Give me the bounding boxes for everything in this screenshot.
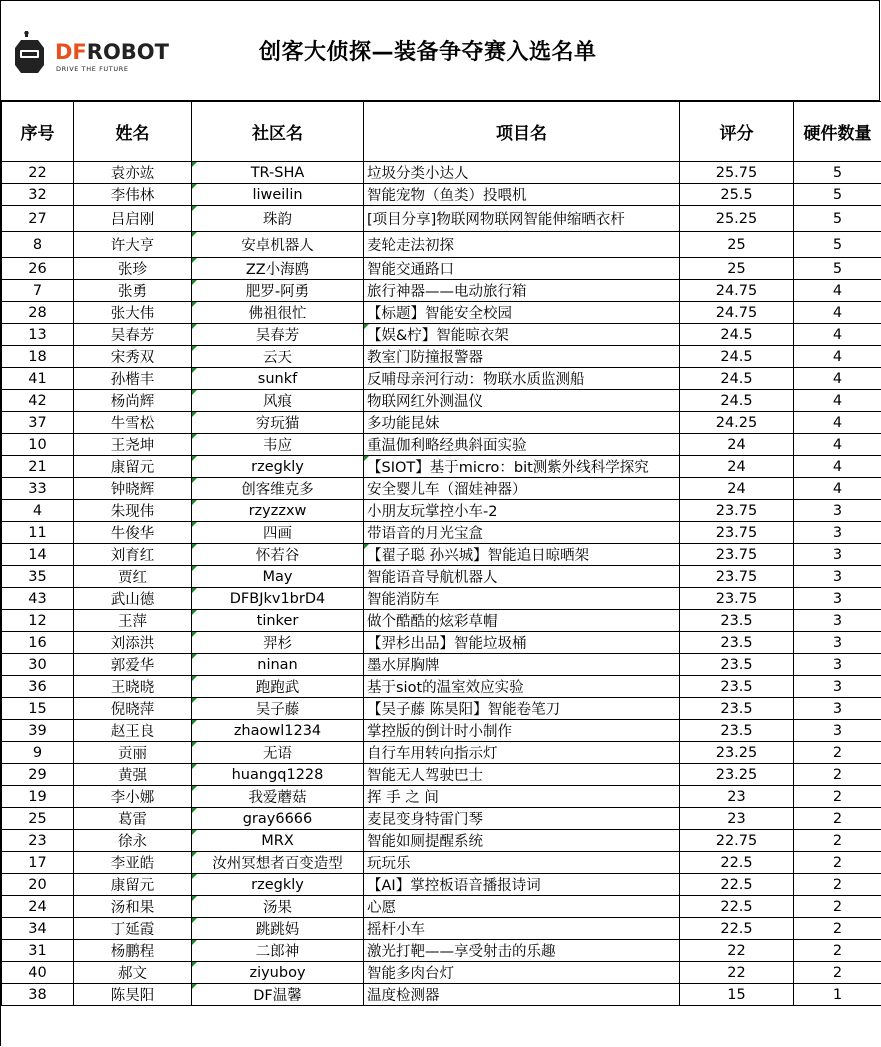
cell-index: 42 — [2, 390, 74, 412]
cell-name: 刘添洪 — [74, 632, 192, 654]
cell-community-name: May — [192, 566, 364, 588]
cell-score: 23.75 — [680, 544, 794, 566]
cell-community-name: 二郎神 — [192, 940, 364, 962]
cell-name: 宋秀双 — [74, 346, 192, 368]
table-row — [2, 478, 881, 500]
table-row — [2, 184, 881, 206]
cell-project: 基于siot的温室效应实验 — [364, 676, 680, 698]
cell-hardware-count: 4 — [794, 346, 881, 368]
cell-community-name: 怀若谷 — [192, 544, 364, 566]
table-row — [2, 632, 881, 654]
cell-index: 20 — [2, 874, 74, 896]
cell-hardware-count: 3 — [794, 566, 881, 588]
cell-index: 22 — [2, 162, 74, 184]
col-header: 序号 — [2, 102, 74, 162]
cell-project: 智能宠物（鱼类）投喂机 — [364, 184, 680, 206]
table-row — [2, 346, 881, 368]
cell-project: 挥 手 之 间 — [364, 786, 680, 808]
col-header: 评分 — [680, 102, 794, 162]
cell-hardware-count: 5 — [794, 162, 881, 184]
cell-project: 小朋友玩掌控小车-2 — [364, 500, 680, 522]
cell-project: 教室门防撞报警器 — [364, 346, 680, 368]
cell-project: 智能语音导航机器人 — [364, 566, 680, 588]
cell-hardware-count: 5 — [794, 184, 881, 206]
table-row — [2, 390, 881, 412]
cell-name: 刘育红 — [74, 544, 192, 566]
cell-name: 袁亦竑 — [74, 162, 192, 184]
cell-community-name: 吴春芳 — [192, 324, 364, 346]
cell-index: 15 — [2, 698, 74, 720]
cell-score: 23 — [680, 808, 794, 830]
cell-name: 张勇 — [74, 280, 192, 302]
cell-hardware-count: 2 — [794, 918, 881, 940]
cell-score: 24.75 — [680, 280, 794, 302]
cell-index: 39 — [2, 720, 74, 742]
cell-project: 【SIOT】基于micro：bit测紫外线科学探究 — [364, 456, 680, 478]
cell-project: 掌控版的倒计时小制作 — [364, 720, 680, 742]
cell-hardware-count: 4 — [794, 390, 881, 412]
cell-score: 23.75 — [680, 566, 794, 588]
cell-score: 23.25 — [680, 764, 794, 786]
cell-name: 杨尚辉 — [74, 390, 192, 412]
cell-index: 17 — [2, 852, 74, 874]
cell-index: 9 — [2, 742, 74, 764]
table-row — [2, 962, 881, 984]
cell-score: 23.5 — [680, 610, 794, 632]
cell-hardware-count: 4 — [794, 280, 881, 302]
cell-score: 23.5 — [680, 698, 794, 720]
cell-hardware-count: 3 — [794, 588, 881, 610]
col-header: 社区名 — [192, 102, 364, 162]
cell-hardware-count: 3 — [794, 698, 881, 720]
cell-project: 摇杆小车 — [364, 918, 680, 940]
cell-community-name: 肥罗-阿勇 — [192, 280, 364, 302]
cell-score: 22.75 — [680, 830, 794, 852]
cell-community-name: ZZ小海鸥 — [192, 258, 364, 280]
cell-name: 赵王良 — [74, 720, 192, 742]
table-row — [2, 698, 881, 720]
cell-score: 23.5 — [680, 676, 794, 698]
table-row — [2, 412, 881, 434]
cell-name: 牛俊华 — [74, 522, 192, 544]
cell-index: 32 — [2, 184, 74, 206]
cell-score: 25.25 — [680, 206, 794, 232]
cell-name: 贾红 — [74, 566, 192, 588]
cell-name: 李伟林 — [74, 184, 192, 206]
cell-score: 24.5 — [680, 324, 794, 346]
cell-name: 王晓晓 — [74, 676, 192, 698]
cell-name: 牛雪松 — [74, 412, 192, 434]
cell-name: 朱现伟 — [74, 500, 192, 522]
cell-project: 麦昆变身特雷门琴 — [364, 808, 680, 830]
cell-community-name: 韦应 — [192, 434, 364, 456]
cell-score: 22 — [680, 962, 794, 984]
cell-score: 24.75 — [680, 302, 794, 324]
cell-name: 郭爱华 — [74, 654, 192, 676]
cell-name: 李亚皓 — [74, 852, 192, 874]
cell-name: 徐永 — [74, 830, 192, 852]
cell-project: 旅行神器——电动旅行箱 — [364, 280, 680, 302]
cell-index: 25 — [2, 808, 74, 830]
cell-community-name: 穷玩猫 — [192, 412, 364, 434]
cell-index: 21 — [2, 456, 74, 478]
cell-community-name: tinker — [192, 610, 364, 632]
cell-index: 37 — [2, 412, 74, 434]
cell-score: 22.5 — [680, 896, 794, 918]
cell-score: 24.5 — [680, 346, 794, 368]
table-row — [2, 434, 881, 456]
table-row — [2, 874, 881, 896]
brand-df: DF — [55, 40, 87, 64]
cell-index: 28 — [2, 302, 74, 324]
cell-project: 【翟子聪 孙兴城】智能追日晾晒架 — [364, 544, 680, 566]
cell-community-name: 我爱蘑菇 — [192, 786, 364, 808]
cell-project: 智能交通路口 — [364, 258, 680, 280]
cell-index: 11 — [2, 522, 74, 544]
cell-index: 40 — [2, 962, 74, 984]
cell-hardware-count: 4 — [794, 368, 881, 390]
cell-community-name: sunkf — [192, 368, 364, 390]
cell-community-name: ziyuboy — [192, 962, 364, 984]
cell-project: 玩玩乐 — [364, 852, 680, 874]
cell-project: 智能多肉台灯 — [364, 962, 680, 984]
cell-index: 19 — [2, 786, 74, 808]
cell-community-name: rzegkly — [192, 456, 364, 478]
cell-community-name: 羿杉 — [192, 632, 364, 654]
cell-hardware-count: 5 — [794, 206, 881, 232]
cell-score: 25 — [680, 232, 794, 258]
cell-score: 25.5 — [680, 184, 794, 206]
cell-hardware-count: 3 — [794, 544, 881, 566]
brand-slogan: DRIVE THE FUTURE — [56, 65, 129, 73]
cell-index: 38 — [2, 984, 74, 1006]
table-row — [2, 162, 881, 184]
cell-name: 吴春芳 — [74, 324, 192, 346]
table-row — [2, 852, 881, 874]
table-row — [2, 544, 881, 566]
cell-hardware-count: 3 — [794, 720, 881, 742]
cell-score: 24 — [680, 456, 794, 478]
table-row — [2, 764, 881, 786]
table-row — [2, 522, 881, 544]
cell-score: 25.75 — [680, 162, 794, 184]
cell-community-name: 跑跑武 — [192, 676, 364, 698]
cell-project: 反哺母亲河行动：物联水质监测船 — [364, 368, 680, 390]
table-row — [2, 720, 881, 742]
table-row — [2, 654, 881, 676]
cell-community-name: rzegkly — [192, 874, 364, 896]
cell-hardware-count: 4 — [794, 302, 881, 324]
cell-community-name: DF温馨 — [192, 984, 364, 1006]
cell-index: 30 — [2, 654, 74, 676]
cell-project: 麦轮走法初探 — [364, 232, 680, 258]
cell-index: 14 — [2, 544, 74, 566]
cell-index: 24 — [2, 896, 74, 918]
table-row — [2, 896, 881, 918]
cell-community-name: 佛祖很忙 — [192, 302, 364, 324]
cell-name: 武山德 — [74, 588, 192, 610]
results-table — [1, 101, 881, 1006]
cell-community-name: 创客维克多 — [192, 478, 364, 500]
cell-name: 王萍 — [74, 610, 192, 632]
cell-project: 温度检测器 — [364, 984, 680, 1006]
cell-community-name: 珠韵 — [192, 206, 364, 232]
cell-score: 24.25 — [680, 412, 794, 434]
cell-index: 33 — [2, 478, 74, 500]
cell-name: 汤和果 — [74, 896, 192, 918]
table-row — [2, 940, 881, 962]
cell-index: 27 — [2, 206, 74, 232]
cell-index: 36 — [2, 676, 74, 698]
cell-index: 35 — [2, 566, 74, 588]
cell-index: 8 — [2, 232, 74, 258]
cell-project: 【羿杉出品】智能垃圾桶 — [364, 632, 680, 654]
table-row — [2, 566, 881, 588]
table-row — [2, 324, 881, 346]
cell-name: 康留元 — [74, 874, 192, 896]
cell-project: 重温伽利略经典斜面实验 — [364, 434, 680, 456]
cell-score: 22.5 — [680, 918, 794, 940]
cell-index: 13 — [2, 324, 74, 346]
cell-name: 张大伟 — [74, 302, 192, 324]
table-row — [2, 786, 881, 808]
cell-community-name: MRX — [192, 830, 364, 852]
table-row — [2, 456, 881, 478]
table-row — [2, 588, 881, 610]
cell-score: 15 — [680, 984, 794, 1006]
cell-community-name: huangq1228 — [192, 764, 364, 786]
cell-score: 23.5 — [680, 654, 794, 676]
table-row — [2, 500, 881, 522]
page-title: 创客大侦探—装备争夺赛入选名单 — [259, 40, 597, 65]
cell-project: 做个酷酷的炫彩草帽 — [364, 610, 680, 632]
cell-project: [项目分享]物联网物联网智能伸缩晒衣杆 — [364, 206, 680, 232]
header — [1, 1, 880, 101]
cell-project: 垃圾分类小达人 — [364, 162, 680, 184]
cell-community-name: DFBJkv1brD4 — [192, 588, 364, 610]
cell-name: 贡丽 — [74, 742, 192, 764]
cell-community-name: 吴子藤 — [192, 698, 364, 720]
table-row — [2, 232, 881, 258]
cell-hardware-count: 5 — [794, 258, 881, 280]
table-row — [2, 368, 881, 390]
cell-community-name: ninan — [192, 654, 364, 676]
cell-hardware-count: 2 — [794, 940, 881, 962]
cell-name: 王尧坤 — [74, 434, 192, 456]
cell-score: 23.75 — [680, 522, 794, 544]
cell-hardware-count: 4 — [794, 434, 881, 456]
cell-hardware-count: 2 — [794, 874, 881, 896]
cell-community-name: liweilin — [192, 184, 364, 206]
cell-community-name: 四画 — [192, 522, 364, 544]
cell-project: 智能消防车 — [364, 588, 680, 610]
cell-score: 23.75 — [680, 500, 794, 522]
cell-index: 4 — [2, 500, 74, 522]
cell-name: 丁延霞 — [74, 918, 192, 940]
cell-score: 22.5 — [680, 874, 794, 896]
col-header: 硬件数量 — [794, 102, 881, 162]
cell-project: 激光打靶——享受射击的乐趣 — [364, 940, 680, 962]
cell-hardware-count: 4 — [794, 324, 881, 346]
cell-score: 23.75 — [680, 588, 794, 610]
cell-hardware-count: 2 — [794, 786, 881, 808]
cell-community-name: rzyzzxw — [192, 500, 364, 522]
cell-hardware-count: 3 — [794, 610, 881, 632]
cell-score: 24 — [680, 478, 794, 500]
cell-hardware-count: 3 — [794, 632, 881, 654]
table-row — [2, 918, 881, 940]
brand-robot: ROBOT — [86, 40, 169, 64]
brand-name — [55, 40, 170, 64]
cell-community-name: TR-SHA — [192, 162, 364, 184]
table-row — [2, 808, 881, 830]
cell-project: 自行车用转向指示灯 — [364, 742, 680, 764]
cell-hardware-count: 3 — [794, 522, 881, 544]
cell-index: 23 — [2, 830, 74, 852]
cell-hardware-count: 5 — [794, 232, 881, 258]
cell-index: 18 — [2, 346, 74, 368]
cell-name: 李小娜 — [74, 786, 192, 808]
cell-hardware-count: 3 — [794, 654, 881, 676]
cell-community-name: 安卓机器人 — [192, 232, 364, 258]
cell-community-name: zhaowl1234 — [192, 720, 364, 742]
cell-score: 23 — [680, 786, 794, 808]
cell-hardware-count: 2 — [794, 852, 881, 874]
cell-community-name: 风痕 — [192, 390, 364, 412]
table-row — [2, 258, 881, 280]
cell-index: 43 — [2, 588, 74, 610]
cell-index: 34 — [2, 918, 74, 940]
cell-name: 吕启刚 — [74, 206, 192, 232]
cell-community-name: 无语 — [192, 742, 364, 764]
cell-name: 倪晓萍 — [74, 698, 192, 720]
cell-index: 26 — [2, 258, 74, 280]
cell-index: 29 — [2, 764, 74, 786]
cell-project: 安全婴儿车（溜娃神器） — [364, 478, 680, 500]
cell-project: 【标题】智能安全校园 — [364, 302, 680, 324]
cell-score: 25 — [680, 258, 794, 280]
cell-project: 【娱&柠】智能晾衣架 — [364, 324, 680, 346]
cell-hardware-count: 4 — [794, 478, 881, 500]
cell-score: 23.25 — [680, 742, 794, 764]
table-row — [2, 280, 881, 302]
cell-hardware-count: 2 — [794, 896, 881, 918]
table-row — [2, 984, 881, 1006]
cell-hardware-count: 2 — [794, 808, 881, 830]
cell-name: 许大亨 — [74, 232, 192, 258]
cell-community-name: 汤果 — [192, 896, 364, 918]
cell-community-name: 汝州冥想者百变造型 — [192, 852, 364, 874]
cell-score: 22.5 — [680, 852, 794, 874]
cell-hardware-count: 2 — [794, 962, 881, 984]
table-row — [2, 830, 881, 852]
table-row — [2, 206, 881, 232]
cell-index: 41 — [2, 368, 74, 390]
cell-hardware-count: 3 — [794, 676, 881, 698]
cell-name: 郝文 — [74, 962, 192, 984]
cell-score: 24 — [680, 434, 794, 456]
cell-community-name: gray6666 — [192, 808, 364, 830]
cell-hardware-count: 4 — [794, 412, 881, 434]
cell-project: 墨水屏胸牌 — [364, 654, 680, 676]
cell-hardware-count: 2 — [794, 764, 881, 786]
table-row — [2, 742, 881, 764]
cell-name: 孙楷丰 — [74, 368, 192, 390]
cell-score: 24.5 — [680, 368, 794, 390]
cell-project: 智能无人驾驶巴士 — [364, 764, 680, 786]
col-header: 姓名 — [74, 102, 192, 162]
table-body — [2, 162, 881, 1006]
cell-project: 心愿 — [364, 896, 680, 918]
cell-score: 24.5 — [680, 390, 794, 412]
dfrobot-logo — [15, 31, 190, 77]
cell-index: 16 — [2, 632, 74, 654]
cell-name: 陈昊阳 — [74, 984, 192, 1006]
cell-name: 张珍 — [74, 258, 192, 280]
cell-index: 10 — [2, 434, 74, 456]
cell-project: 物联网红外测温仪 — [364, 390, 680, 412]
col-header: 项目名 — [364, 102, 680, 162]
table-row — [2, 302, 881, 324]
table-header-row — [2, 102, 881, 162]
cell-score: 23.5 — [680, 632, 794, 654]
cell-index: 12 — [2, 610, 74, 632]
cell-project: 【吴子藤 陈昊阳】智能卷笔刀 — [364, 698, 680, 720]
cell-hardware-count: 2 — [794, 830, 881, 852]
table-row — [2, 610, 881, 632]
cell-community-name: 云天 — [192, 346, 364, 368]
cell-hardware-count: 1 — [794, 984, 881, 1006]
cell-project: 多功能昆妹 — [364, 412, 680, 434]
cell-score: 23.5 — [680, 720, 794, 742]
cell-index: 7 — [2, 280, 74, 302]
cell-hardware-count: 3 — [794, 500, 881, 522]
cell-index: 31 — [2, 940, 74, 962]
cell-hardware-count: 2 — [794, 742, 881, 764]
cell-project: 带语音的月光宝盒 — [364, 522, 680, 544]
table-row — [2, 676, 881, 698]
cell-score: 22 — [680, 940, 794, 962]
cell-project: 【AI】掌控板语音播报诗词 — [364, 874, 680, 896]
cell-project: 智能如厕提醒系统 — [364, 830, 680, 852]
cell-hardware-count: 4 — [794, 456, 881, 478]
cell-community-name: 跳跳妈 — [192, 918, 364, 940]
robot-head-icon — [15, 31, 44, 73]
cell-name: 葛雷 — [74, 808, 192, 830]
cell-name: 黄强 — [74, 764, 192, 786]
cell-name: 钟晓辉 — [74, 478, 192, 500]
cell-name: 康留元 — [74, 456, 192, 478]
cell-name: 杨鹏程 — [74, 940, 192, 962]
